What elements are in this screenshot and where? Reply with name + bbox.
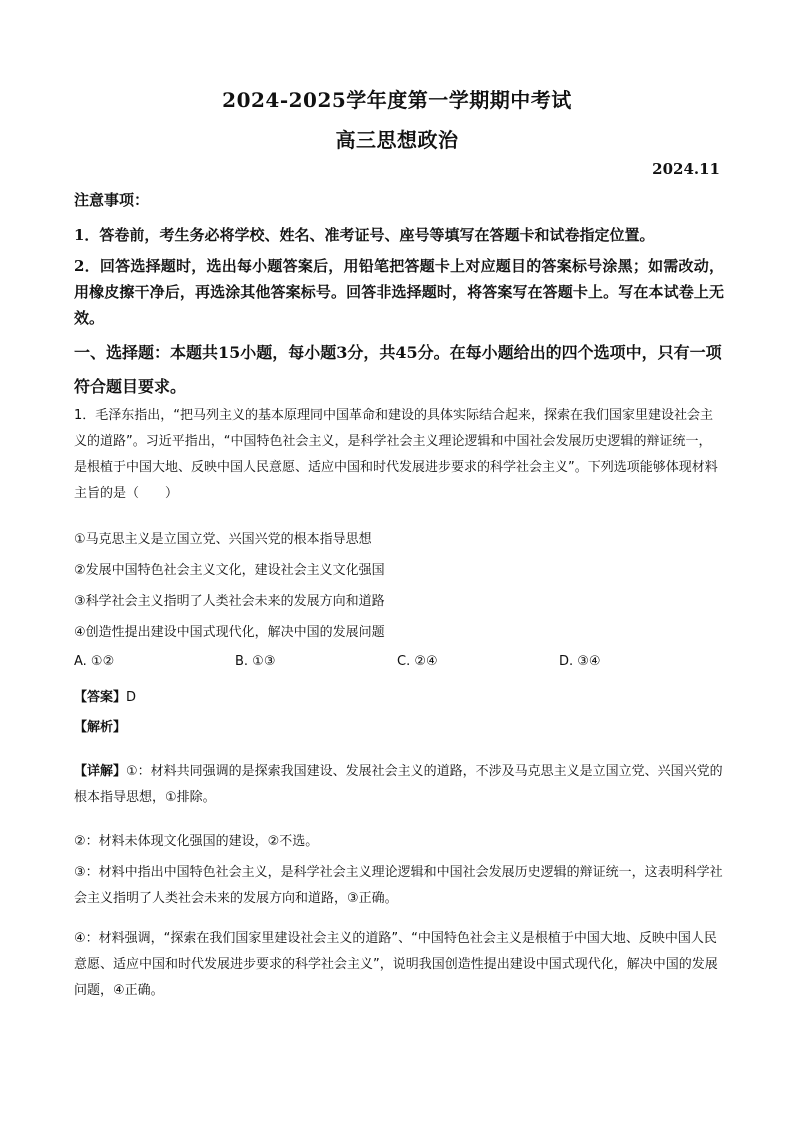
- detail-1-text: ①：材料共同强调的是探索我国建设、发展社会主义的道路，不涉及马克思主义是立国立党、兴国兴党的根本指导思想，①排除。: [74, 764, 723, 805]
- notice-title: 注意事项：: [74, 191, 150, 209]
- choice-b: B. ①③: [235, 654, 276, 669]
- answer-line: [74, 685, 724, 711]
- notice-item-2: 2．回答选择题时，选出每小题答案后，用铅笔把答题卡上对应题目的答案标号涂黑；如需改动，用橡皮擦干净后，再选涂其他答案标号。回答非选择题时，将答案写在答题卡上。写在本试卷上无效。: [74, 257, 724, 327]
- statement-2: ②发展中国特色社会主义文化，建设社会主义文化强国: [74, 563, 385, 578]
- detail-tag: 【详解】: [74, 764, 127, 779]
- detail-3: ③：材料中指出中国特色社会主义，是科学社会主义理论逻辑和中国社会发展历史逻辑的辩证统一，这表明科学社会主义指明了人类社会未来的发展方向和道路，③正确。: [74, 865, 723, 906]
- choice-c: C. ②④: [397, 654, 438, 669]
- exam-subject: 高三思想政治: [335, 128, 459, 152]
- exam-title: 2024-2025学年度第一学期期中考试: [222, 88, 572, 112]
- choice-d: D. ③④: [559, 654, 601, 669]
- notice-item-1: 1．答卷前，考生务必将学校、姓名、准考证号、座号等填写在答题卡和试卷指定位置。: [74, 226, 655, 244]
- detail-1: [74, 759, 724, 811]
- choice-a: A. ①②: [74, 654, 115, 669]
- statement-1: ①马克思主义是立国立党、兴国兴党的根本指导思想: [74, 532, 372, 547]
- analysis-tag: [74, 715, 724, 741]
- detail-4: ④：材料强调，“探索在我们国家里建设社会主义的道路”、“中国特色社会主义是根植于中国大地、反映中国人民意愿、适应中国和时代发展进步要求的科学社会主义”，说明我国创造性提出建设中国式现代化，解决中国的发展问题，④正确。: [74, 931, 718, 998]
- section-heading: 一、选择题：本题共15小题，每小题3分，共45分。在每小题给出的四个选项中，只有一项符合题目要求。: [74, 343, 722, 396]
- answer-value: D: [126, 690, 137, 705]
- question-stem: 1．毛泽东指出，“把马列主义的基本原理同中国革命和建设的具体实际结合起来，探索在我们国家里建设社会主义的道路”。习近平指出，“中国特色社会主义，是科学社会主义理论逻辑和中国社会发展历史逻辑的辩证统一，是根植于中国大地、反映中国人民意愿、适应中国和时代发展进步要求的科学社会主义”。下列选项能够体现材料主旨的是（ ）: [74, 408, 718, 501]
- statement-3: ③科学社会主义指明了人类社会未来的发展方向和道路: [74, 594, 385, 609]
- analysis-label: 【解析】: [74, 720, 127, 735]
- detail-2: ②：材料未体现文化强国的建设，②不选。: [74, 834, 319, 849]
- statement-4: ④创造性提出建设中国式现代化，解决中国的发展问题: [74, 625, 385, 640]
- answer-tag: 【答案】: [74, 690, 127, 705]
- exam-date: 2024.11: [652, 160, 720, 178]
